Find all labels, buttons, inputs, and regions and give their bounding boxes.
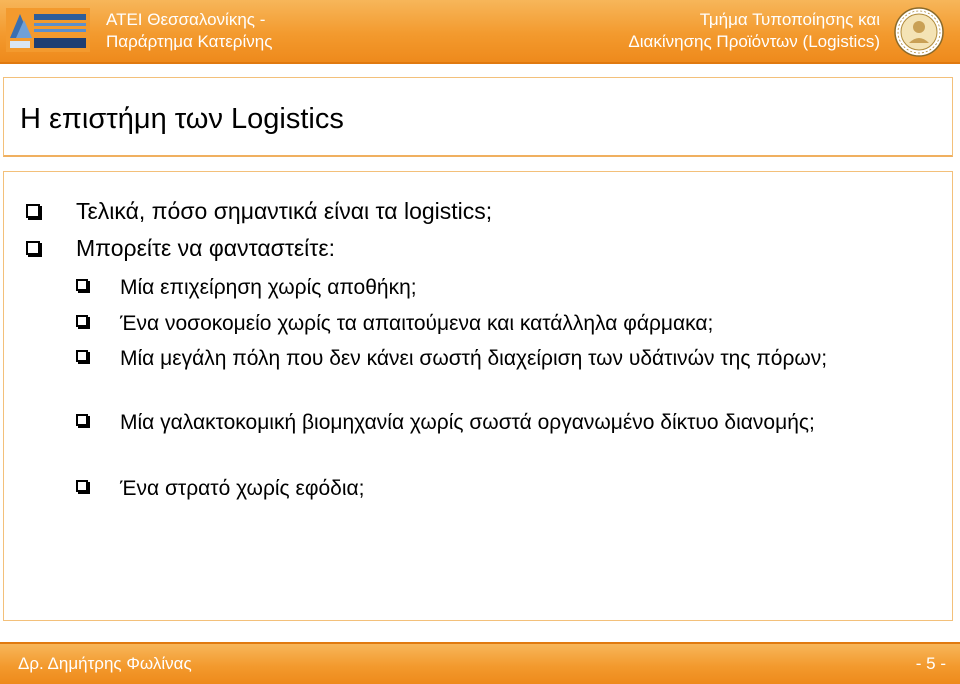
title-box [3, 77, 953, 157]
list-item [76, 273, 880, 302]
list-item-text: Τελικά, πόσο σημαντικά είναι τα logistics; [76, 198, 493, 224]
list-item-text: Μπορείτε να φανταστείτε: [76, 235, 335, 261]
list-item-text: Μία επιχείρηση χωρίς αποθήκη; [120, 276, 417, 299]
hollow-square-bullet-icon [26, 241, 40, 255]
list-item [76, 474, 880, 503]
hollow-square-bullet-icon [76, 414, 88, 426]
seal-logo-icon [894, 7, 944, 57]
hollow-square-bullet-icon [76, 350, 88, 362]
list-item [26, 197, 492, 225]
footer-author: Δρ. Δημήτρης Φωλίνας [18, 654, 192, 673]
list-item-text: Μία γαλακτοκομική βιομηχανία χωρίς σωστά οργανωμένο δίκτυο διανομής; [120, 411, 815, 434]
header-department-text [628, 9, 880, 53]
list-item [76, 309, 880, 338]
institution-logo-icon [6, 8, 90, 52]
slide-footer [0, 642, 960, 684]
list-item-text: Ένα νοσοκομείο χωρίς τα απαιτούμενα και κατάλληλα φάρμακα; [120, 312, 714, 335]
header-department-line1: Τμήμα Τυποποίησης και [699, 10, 880, 29]
hollow-square-bullet-icon [76, 480, 88, 492]
list-item [76, 408, 880, 437]
header-institution-text [106, 9, 272, 53]
content-box [3, 171, 953, 621]
list-item [76, 344, 880, 373]
hollow-square-bullet-icon [76, 279, 88, 291]
page-number: - 5 - [915, 654, 946, 673]
slide-title: Η επιστήμη των Logistics [20, 103, 344, 135]
hollow-square-bullet-icon [26, 204, 40, 218]
header-department-line2: Διακίνησης Προϊόντων (Logistics) [628, 32, 880, 51]
slide-header [0, 0, 960, 64]
list-item-text: Μία μεγάλη πόλη που δεν κάνει σωστή διαχείριση των υδάτινών της πόρων; [120, 347, 828, 370]
header-institution-line2: Παράρτημα Κατερίνης [106, 32, 273, 51]
hollow-square-bullet-icon [76, 315, 88, 327]
list-item-text: Ένα στρατό χωρίς εφόδια; [120, 477, 365, 500]
list-item [26, 234, 335, 262]
header-institution-line1: ΑΤΕΙ Θεσσαλονίκης - [106, 10, 266, 29]
